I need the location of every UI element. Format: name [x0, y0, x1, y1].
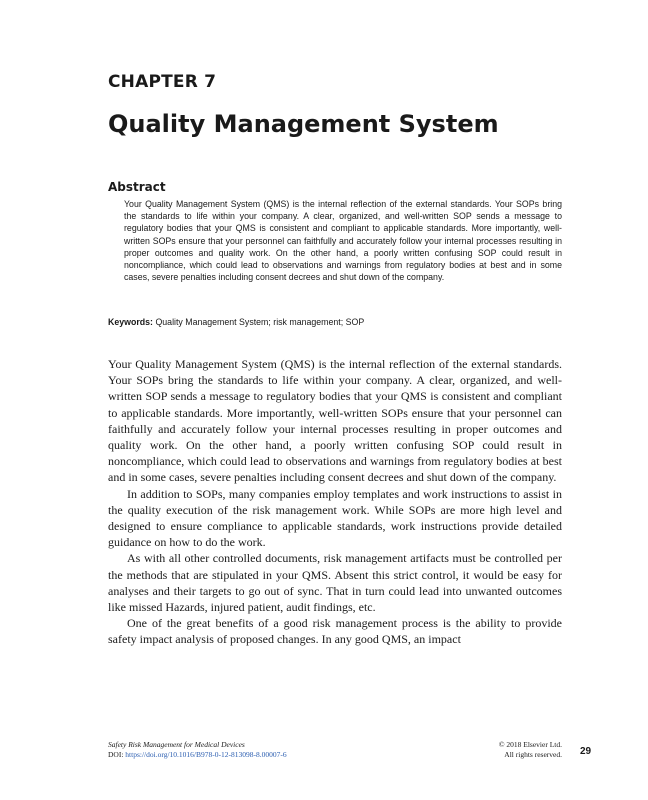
doi-line: [108, 750, 287, 760]
body-text: [108, 356, 562, 648]
body-paragraph: Your Quality Management System (QMS) is the internal reflection of the external standards. Your SOPs bring the standards to life within your company. A clear, organized, and well-written SOP sends a message to regulatory bodies that your QMS is consistent and compliant to applicable standards. More importantly, well-written SOPs ensure that your personnel can faithfully and accurately follow your internal processes resulting in proper outcomes and quality work. On the other hand, a poorly written confusing SOP could result in noncompliance, which could lead to observations and warnings from regulatory bodies at best and in some cases, severe penalties including consent decrees and shut down of the company.: [108, 357, 562, 485]
chapter-title: Quality Management System: [108, 110, 499, 138]
abstract-heading: Abstract: [108, 180, 166, 194]
doi-link[interactable]: https://doi.org/10.1016/B978-0-12-813098-8.00007-6: [125, 750, 287, 759]
rights-text: All rights reserved.: [504, 750, 562, 759]
page-number: 29: [580, 746, 592, 757]
copyright-text: © 2018 Elsevier Ltd.: [498, 740, 562, 749]
abstract-text: Your Quality Management System (QMS) is the internal reflection of the external standards. Your SOPs bring the standards to life within your company. A clear, organized, and well-written SOP sends a message to regulatory bodies that your QMS is consistent and compliant to applicable standards. More importantly, well-written SOPs ensure that your personnel can faithfully and accurately follow your internal processes resulting in proper outcomes and quality work. On the other hand, a poorly written confusing SOP could result in noncompliance, which could lead to observations and warnings from regulatory bodies at best and in some cases, severe penalties including consent decrees and shut down of the company.: [124, 199, 562, 283]
keywords-label: Keywords:: [108, 317, 153, 327]
doi-label: DOI:: [108, 750, 124, 759]
body-paragraph: As with all other controlled documents, risk management artifacts must be controlled per the methods that are stipulated in your QMS. Absent this strict control, it would be easy for analyses and their targets to go out of sync. That in turn could lead into unwanted outcomes like missed Hazards, injured patient, audit findings, etc.: [108, 551, 562, 615]
footer-citation: [108, 740, 287, 760]
body-paragraph: In addition to SOPs, many companies employ templates and work instructions to assist in the quality execution of the risk management work. While SOPs are more high level and designed to ensure compliance to applicable standards, work instructions provide detailed guidance on how to do the work.: [108, 486, 562, 550]
keywords: [108, 316, 568, 328]
keywords-values: Quality Management System; risk management; SOP: [155, 317, 365, 327]
body-paragraph: One of the great benefits of a good risk management process is the ability to provide safety impact analysis of proposed changes. In any good QMS, an impact: [108, 616, 562, 647]
chapter-label: CHAPTER 7: [108, 72, 217, 92]
book-title: Safety Risk Management for Medical Devices: [108, 740, 245, 749]
footer-copyright: [470, 740, 562, 760]
